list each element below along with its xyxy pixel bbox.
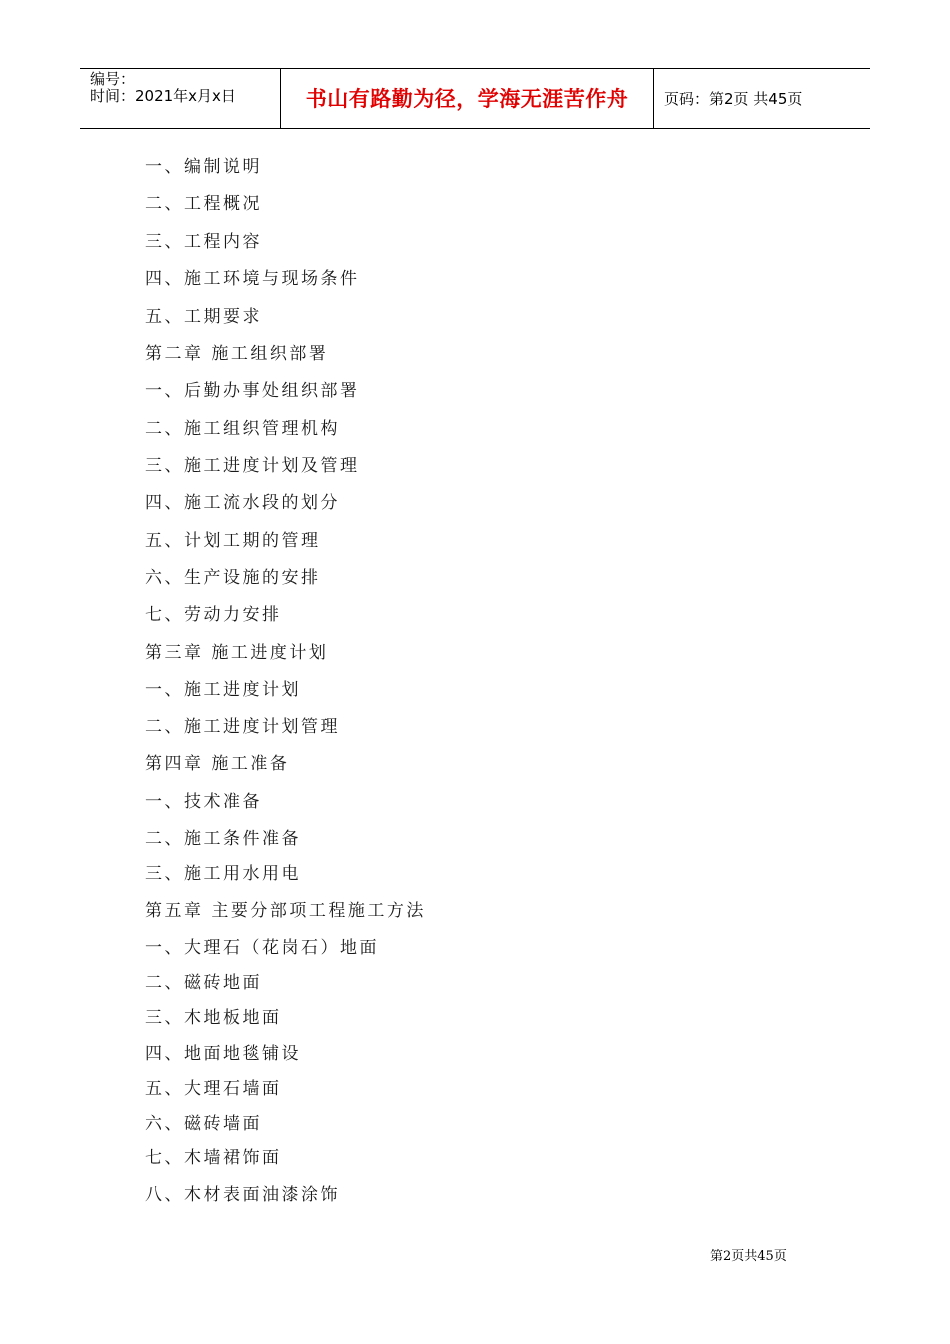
toc-chapter-heading: 第五章 主要分部项工程施工方法 — [145, 901, 426, 921]
toc-item: 二、磁砖地面 — [145, 973, 262, 993]
serial-number-label: 编号： — [90, 70, 136, 88]
toc-item: 七、木墙裙饰面 — [145, 1148, 282, 1168]
toc-chapter-heading: 第四章 施工准备 — [145, 754, 290, 774]
header-motto-cell — [281, 69, 654, 128]
toc-item: 七、劳动力安排 — [145, 605, 282, 625]
toc-item: 一、后勤办事处组织部署 — [145, 381, 360, 401]
toc-item: 五、工期要求 — [145, 307, 262, 327]
toc-item: 四、施工环境与现场条件 — [145, 269, 360, 289]
toc-item: 五、计划工期的管理 — [145, 531, 321, 551]
toc-item: 三、工程内容 — [145, 232, 262, 252]
toc-chapter-heading: 第二章 施工组织部署 — [145, 344, 329, 364]
toc-item: 六、磁砖墙面 — [145, 1114, 262, 1134]
toc-chapter-heading: 第三章 施工进度计划 — [145, 643, 329, 663]
date-label: 时间：2021年x月x日 — [90, 87, 236, 105]
header-page-number: 页码：第2页 共45页 — [664, 90, 803, 108]
page-footer-number: 第2页共45页 — [710, 1249, 787, 1264]
toc-item: 八、木材表面油漆涂饰 — [145, 1185, 340, 1205]
toc-item: 四、地面地毯铺设 — [145, 1044, 301, 1064]
toc-item: 二、施工进度计划管理 — [145, 717, 340, 737]
toc-item: 四、施工流水段的划分 — [145, 493, 340, 513]
toc-item: 一、大理石（花岗石）地面 — [145, 938, 379, 958]
toc-item: 三、木地板地面 — [145, 1008, 282, 1028]
toc-item: 六、生产设施的安排 — [145, 568, 321, 588]
toc-item: 三、施工用水用电 — [145, 864, 301, 884]
page-header — [80, 68, 870, 129]
header-meta-cell — [80, 69, 281, 128]
toc-item: 一、编制说明 — [145, 157, 262, 177]
header-page-cell — [654, 69, 870, 128]
toc-item: 二、工程概况 — [145, 194, 262, 214]
toc-item: 一、技术准备 — [145, 792, 262, 812]
toc-item: 二、施工条件准备 — [145, 829, 301, 849]
header-motto: 书山有路勤为径，学海无涯苦作舟 — [305, 87, 629, 111]
toc-item: 二、施工组织管理机构 — [145, 419, 340, 439]
toc-item: 三、施工进度计划及管理 — [145, 456, 360, 476]
toc-item: 一、施工进度计划 — [145, 680, 301, 700]
toc-item: 五、大理石墙面 — [145, 1079, 282, 1099]
